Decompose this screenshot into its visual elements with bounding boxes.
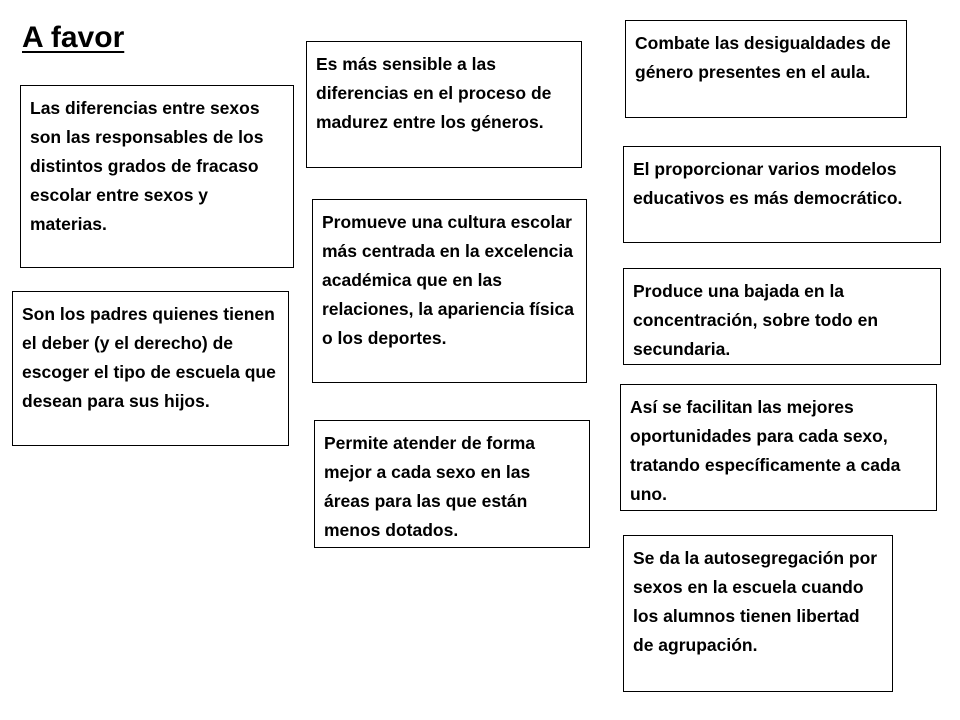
- argument-card-opportunities: Así se facilitan las mejores oportunidades para cada sexo, tratando específicamente a cada uno.: [620, 384, 937, 511]
- argument-card-targeted-attention: Permite atender de forma mejor a cada sexo en las áreas para las que están menos dotados.: [314, 420, 590, 548]
- argument-card-parents-choice: Son los padres quienes tienen el deber (y el derecho) de escoger el tipo de escuela que desean para sus hijos.: [12, 291, 289, 446]
- argument-card-concentration: Produce una bajada en la concentración, sobre todo en secundaria.: [623, 268, 941, 365]
- argument-card-gender-inequality: Combate las desigualdades de género presentes en el aula.: [625, 20, 907, 118]
- argument-card-democratic-models: El proporcionar varios modelos educativos es más democrático.: [623, 146, 941, 243]
- argument-card-sex-differences: Las diferencias entre sexos son las responsables de los distintos grados de fracaso escolar entre sexos y materias.: [20, 85, 294, 268]
- argument-card-self-segregation: Se da la autosegregación por sexos en la escuela cuando los alumnos tienen libertad de agrupación.: [623, 535, 893, 692]
- slide-title: A favor: [22, 21, 125, 54]
- argument-card-academic-excellence: Promueve una cultura escolar más centrada en la excelencia académica que en las relaciones, la apariencia física o los deportes.: [312, 199, 587, 383]
- argument-card-maturity-differences: Es más sensible a las diferencias en el proceso de madurez entre los géneros.: [306, 41, 582, 168]
